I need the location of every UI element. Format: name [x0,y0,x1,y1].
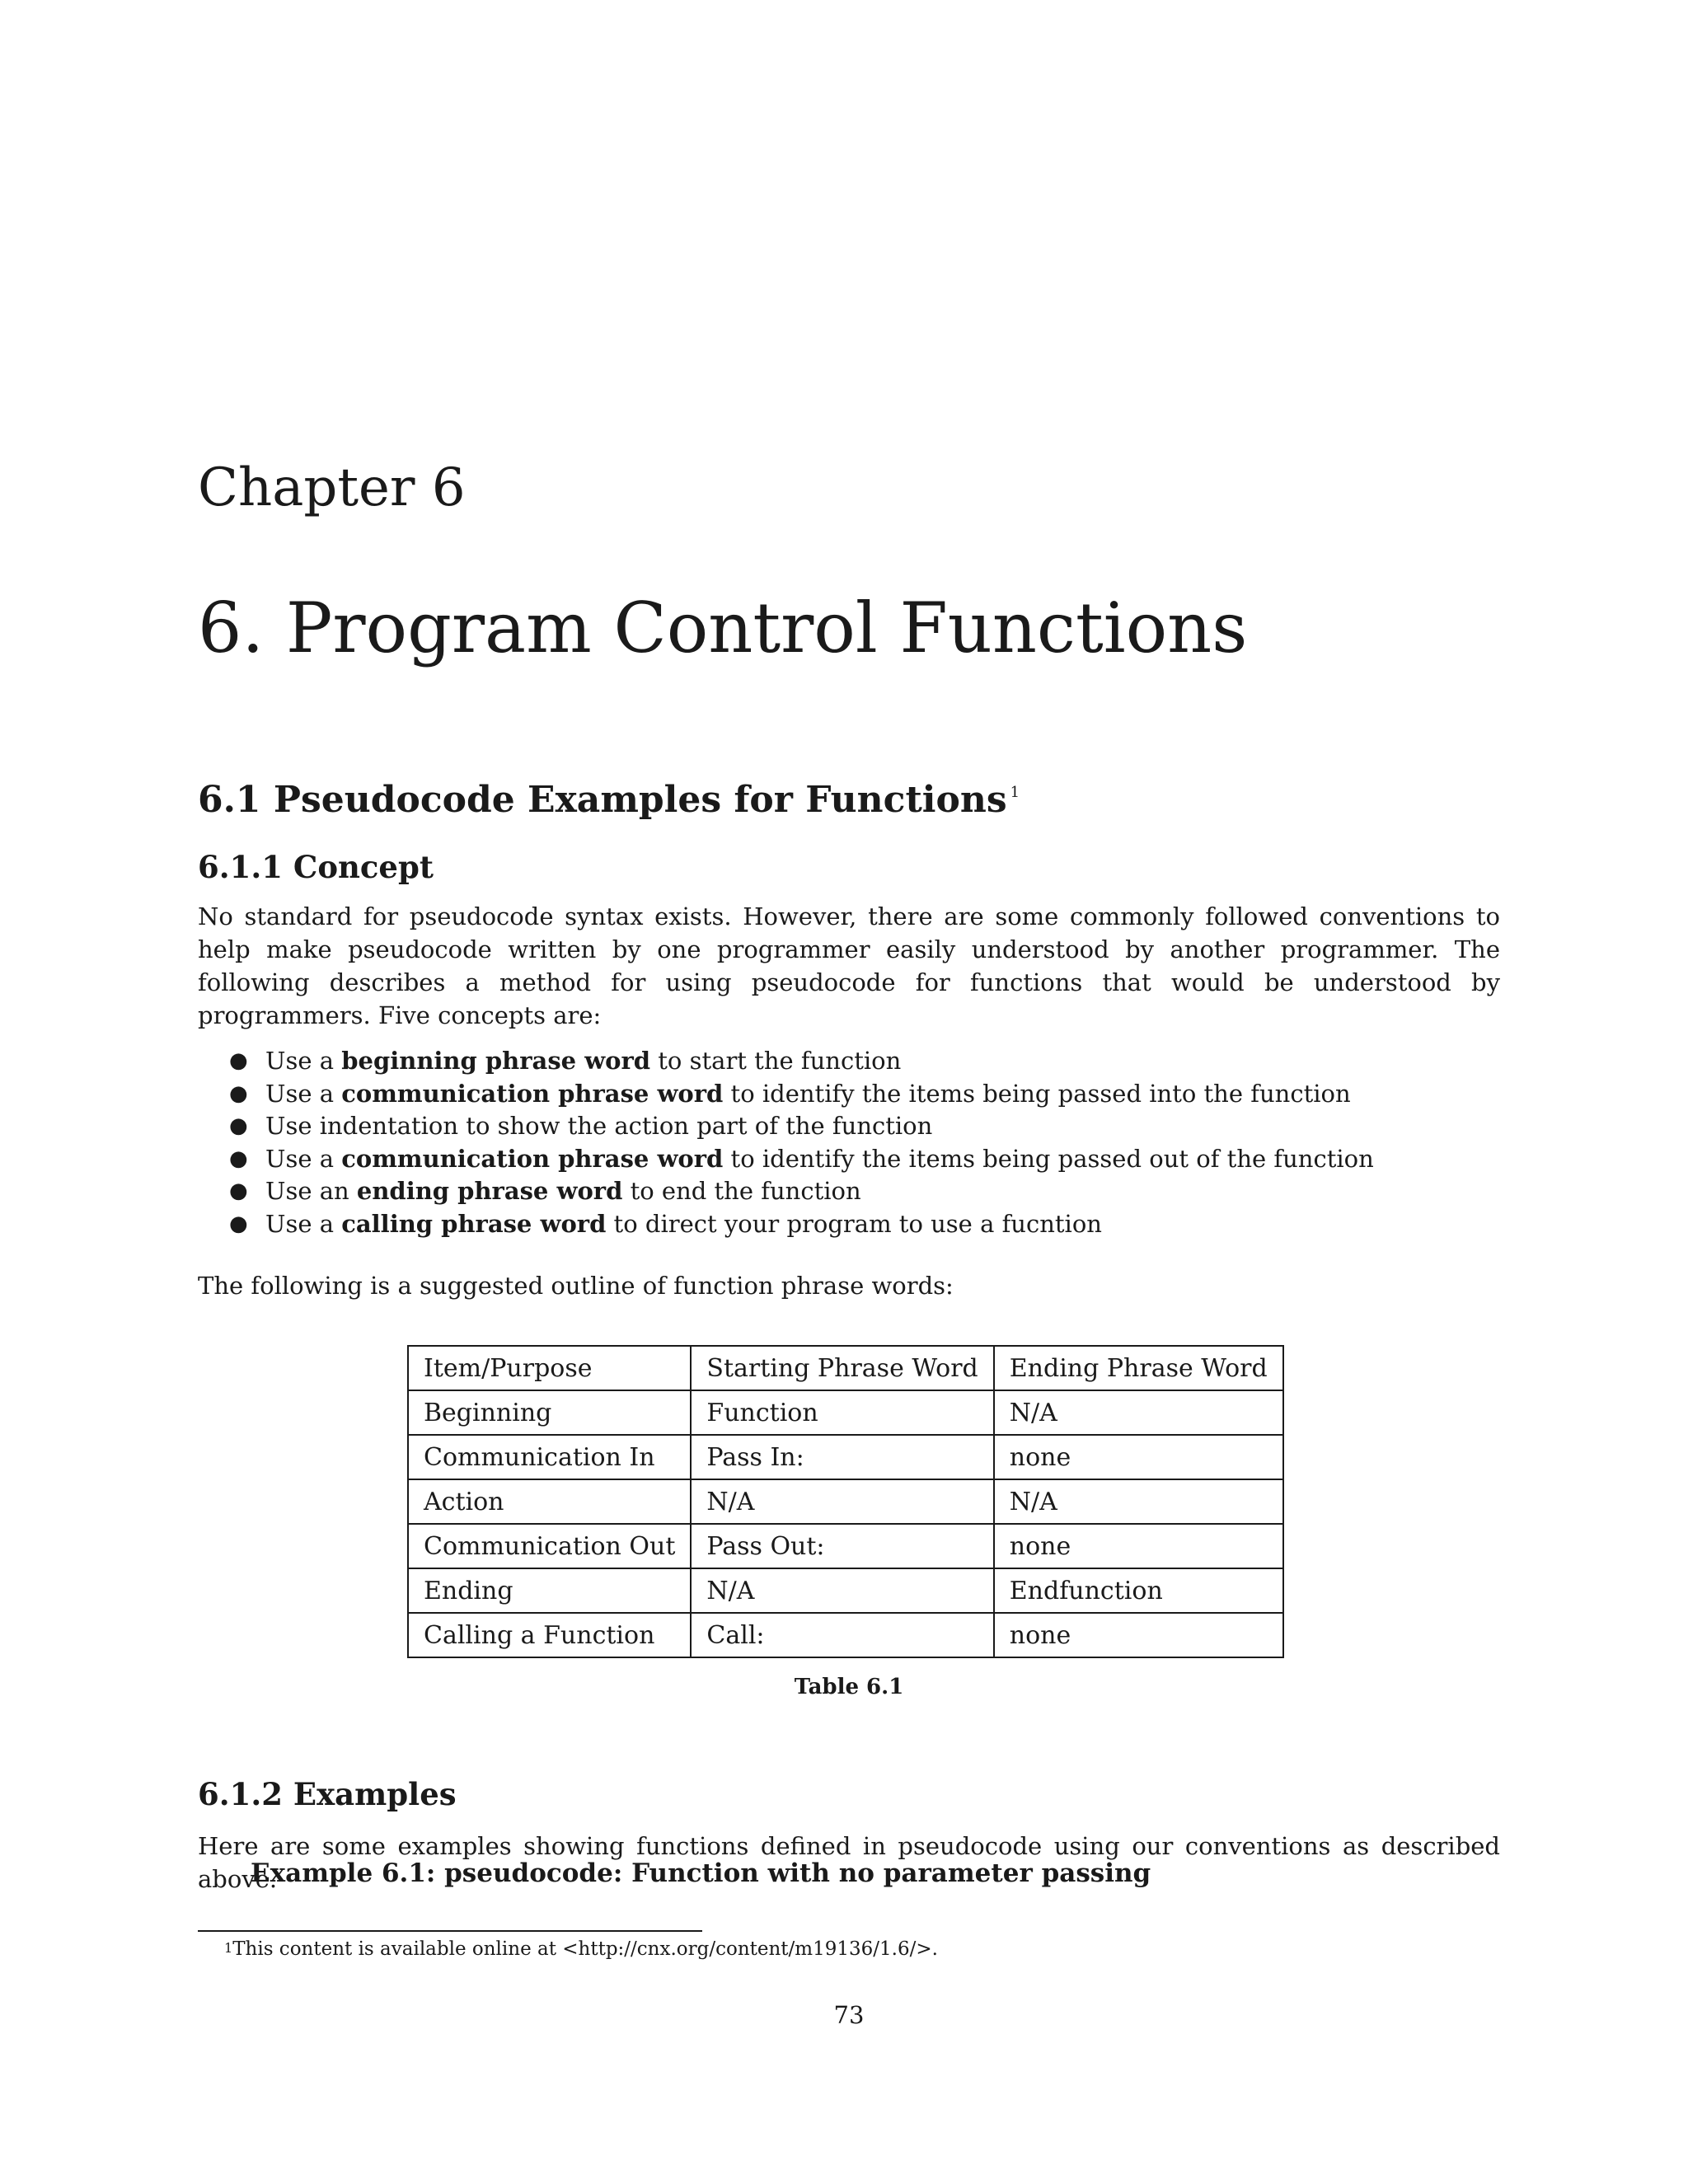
table-cell: Ending [408,1568,691,1613]
table-caption: Table 6.1 [794,1675,904,1699]
list-item [229,1110,1374,1143]
table-cell: Pass In: [691,1435,993,1479]
list-item [229,1208,1374,1241]
footnote-divider [198,1930,702,1932]
examples-heading: 6.1.2 Examples [198,1776,457,1812]
table-cell: N/A [691,1479,993,1524]
table-cell: N/A [691,1568,993,1613]
table-cell: Action [408,1479,691,1524]
examples-intro-paragraph: Here are some examples showing functions defined in pseudocode using our conventions as described above. [198,1832,1500,1893]
phrase-word-table-container [407,1345,1284,1658]
concept-intro-paragraph: No standard for pseudocode syntax exists. However, there are some commonly followed conventions to help make pseudocode written by one programmer easily understood by another programmer. The following describes a method for using pseudocode for functions that would be understood by programmers. Five concepts are: [198,902,1500,1029]
table-cell: Function [691,1390,993,1435]
table-cell: Communication Out [408,1524,691,1568]
bullet-bold-term: ending phrase word [356,1177,623,1205]
table-cell: Call: [691,1613,993,1657]
chapter-title: 6. Program Control Functions [198,588,1248,668]
bullet-bold-term: communication phrase word [341,1144,724,1173]
table-cell: none [994,1435,1283,1479]
table-cell: none [994,1613,1283,1657]
footnote [224,1938,938,1960]
phrase-word-table [407,1345,1284,1658]
bullet-text: to start the function [650,1047,902,1075]
section-title-text: 6.1 Pseudocode Examples for Functions [198,779,1007,821]
bullet-text: Use a [265,1209,342,1238]
outline-paragraph: The following is a suggested outline of function phrase words: [198,1272,954,1300]
bullet-text: Use indentation to show the action part of the function [265,1112,933,1140]
bullet-icon: ● [229,1048,248,1073]
bullet-text: Use an [265,1177,357,1205]
bullet-bold-term: beginning phrase word [341,1047,651,1075]
table-cell: Beginning [408,1390,691,1435]
table-cell: N/A [994,1479,1283,1524]
bullet-text: to direct your program to use a fucntion [606,1209,1102,1238]
bullet-icon: ● [229,1080,248,1106]
table-row [408,1435,1283,1479]
bullet-bold-term: calling phrase word [341,1209,607,1238]
table-cell: none [994,1524,1283,1568]
chapter-label: Chapter 6 [198,457,466,518]
bullet-icon: ● [229,1211,248,1236]
list-item [229,1045,1374,1078]
bullet-text: to identify the items being passed out of the function [723,1144,1374,1173]
bullet-icon: ● [229,1179,248,1203]
table-row [408,1568,1283,1613]
bullet-text: Use a [265,1144,342,1173]
concept-bullet-list [229,1045,1374,1240]
table-cell: Calling a Function [408,1613,691,1657]
table-cell: Pass Out: [691,1524,993,1568]
list-item [229,1175,1374,1208]
table-cell: Starting Phrase Word [691,1346,993,1390]
bullet-text: Use a [265,1079,342,1108]
bullet-text: to end the function [622,1177,861,1205]
list-item [229,1143,1374,1176]
bullet-text: Use a [265,1047,342,1075]
example-title: Example 6.1: pseudocode: Function with no parameter passing [251,1858,1151,1888]
document-page [198,0,1500,2184]
table-cell: Ending Phrase Word [994,1346,1283,1390]
concept-heading: 6.1.1 Concept [198,849,434,885]
table-row [408,1524,1283,1568]
table-header-row [408,1346,1283,1390]
table-cell: N/A [994,1390,1283,1435]
section-title [198,779,1020,821]
page-number: 73 [833,2001,865,2029]
table-cell: Endfunction [994,1568,1283,1613]
bullet-icon: ● [229,1146,248,1171]
table-row [408,1479,1283,1524]
footnote-marker: 1 [224,1940,233,1956]
table-row [408,1390,1283,1435]
footnote-text[interactable]: This content is available online at <http://cnx.org/content/m19136/1.6/>. [232,1938,938,1960]
bullet-icon: ● [229,1113,248,1138]
table-cell: Communication In [408,1435,691,1479]
table-row [408,1613,1283,1657]
section-footnote-marker[interactable]: 1 [1010,784,1020,801]
bullet-text: to identify the items being passed into the function [723,1079,1351,1108]
list-item [229,1078,1374,1111]
table-cell: Item/Purpose [408,1346,691,1390]
bullet-bold-term: communication phrase word [341,1079,724,1108]
